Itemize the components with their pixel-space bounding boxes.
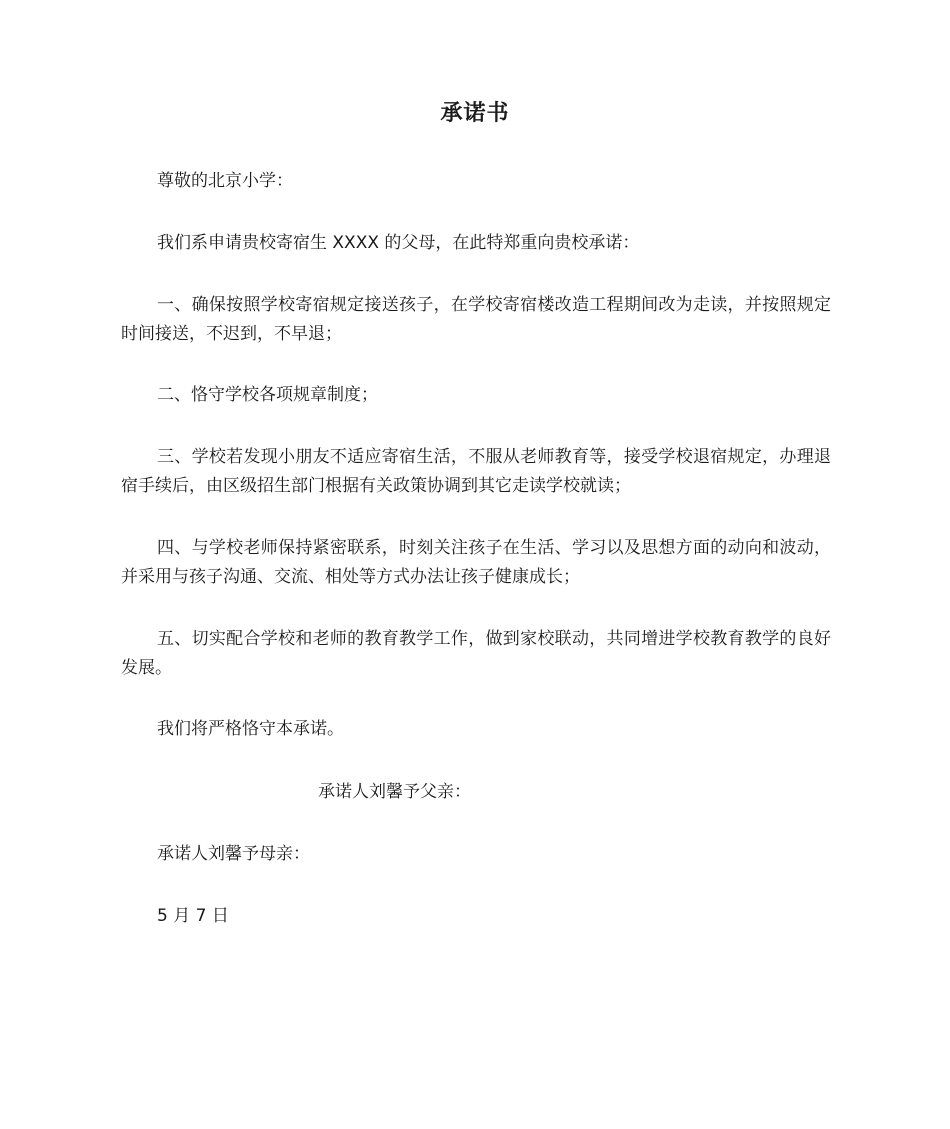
document-date: 5 月 7 日 <box>157 906 229 926</box>
intro-paragraph: 我们系申请贵校寄宿生 XXXX 的父母，在此特郑重向贵校承诺： <box>157 233 640 253</box>
signature-mother: 承诺人刘馨予母亲： <box>157 844 310 864</box>
commitment-item-5: 五、切实配合学校和老师的教育教学工作，做到家校联动，共同增进学校教育教学的良好发展。 <box>121 629 831 678</box>
commitment-item-3: 三、学校若发现小朋友不适应寄宿生活，不服从老师教育等，接受学校退宿规定，办理退宿手续后，由区级招生部门根据有关政策协调到其它走读学校就读； <box>121 447 831 496</box>
signature-father: 承诺人刘馨予父亲： <box>318 782 471 802</box>
commitment-item-1: 一、确保按照学校寄宿规定接送孩子，在学校寄宿楼改造工程期间改为走读，并按照规定时间接送，不迟到，不早退； <box>121 295 831 344</box>
salutation: 尊敬的北京小学： <box>157 171 293 191</box>
closing-statement: 我们将严格恪守本承诺。 <box>157 719 344 739</box>
commitment-item-2: 二、恪守学校各项规章制度； <box>157 385 378 405</box>
commitment-item-4: 四、与学校老师保持紧密联系，时刻关注孩子在生活、学习以及思想方面的动向和波动，并采用与孩子沟通、交流、相处等方式办法让孩子健康成长； <box>121 538 831 587</box>
document-title: 承诺书 <box>440 101 510 126</box>
